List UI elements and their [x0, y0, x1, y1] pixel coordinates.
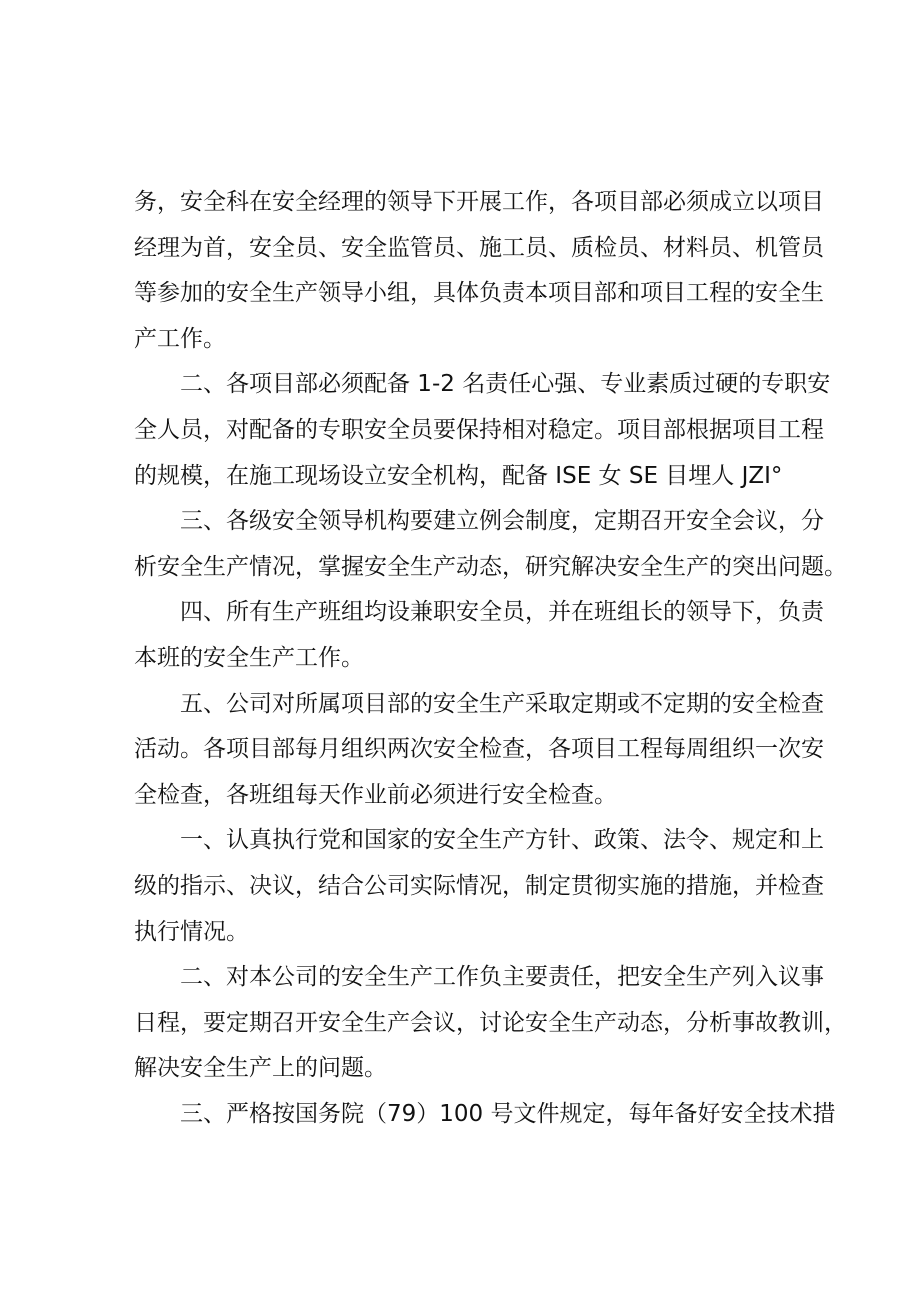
- paragraph-line: 全人员，对配备的专职安全员要保持相对稳定。项目部根据项目工程: [134, 416, 824, 443]
- paragraph: [134, 590, 824, 681]
- paragraph: [134, 180, 824, 362]
- paragraph-line: 活动。各项目部每月组织两次安全检查，各项目工程每周组织一次安: [134, 736, 824, 763]
- paragraph-line: 务，安全科在安全经理的领导下开展工作，各项目部必须成立以项目: [134, 189, 824, 215]
- paragraph-line: 等参加的安全生产领导小组，具体负责本项目部和项目工程的安全生: [134, 280, 824, 307]
- paragraph-line: 四、所有生产班组均设兼职安全员，并在班组长的领导下，负责: [180, 599, 824, 626]
- paragraph-line: 的规模，在施工现场设立安全机构，配备 ISE 女 SE 目埋人 JZI°: [134, 462, 783, 489]
- paragraph-line: 析安全生产情况，掌握安全生产动态，研究解决安全生产的突出问题。: [134, 553, 847, 580]
- paragraph-line: 全检查，各班组每天作业前必须进行安全检查。: [134, 781, 617, 808]
- document-body: [134, 180, 847, 1137]
- paragraph: [134, 682, 824, 819]
- paragraph-line: 本班的安全生产工作。: [134, 644, 364, 671]
- paragraph-line: 级的指示、决议，结合公司实际情况，制定贯彻实施的措施，并检查: [134, 872, 824, 899]
- paragraph-line: 执行情况。: [134, 918, 249, 945]
- paragraph-line: 解决安全生产上的问题。: [134, 1055, 387, 1082]
- paragraph-line: 经理为首，安全员、安全监管员、施工员、质检员、材料员、机管员: [134, 234, 824, 261]
- paragraph-line: 三、严格按国务院（79）100 号文件规定，每年备好安全技术措: [180, 1100, 836, 1127]
- paragraph-line: 五、公司对所属项目部的安全生产采取定期或不定期的安全检查: [180, 690, 824, 717]
- paragraph: [134, 818, 824, 955]
- paragraph: [134, 1092, 836, 1138]
- paragraph: [134, 955, 847, 1092]
- paragraph-line: 产工作。: [134, 325, 226, 352]
- paragraph-line: 一、认真执行党和国家的安全生产方针、政策、法令、规定和上: [180, 827, 824, 854]
- paragraph-line: 二、对本公司的安全生产工作负主要责任，把安全生产列入议事: [180, 964, 824, 991]
- paragraph: [134, 362, 831, 499]
- paragraph-line: 二、各项目部必须配备 1-2 名责任心强、专业素质过硬的专职安: [180, 371, 831, 398]
- paragraph-line: 三、各级安全领导机构要建立例会制度，定期召开安全会议，分: [180, 508, 824, 535]
- paragraph: [134, 499, 847, 590]
- paragraph-line: 日程，要定期召开安全生产会议，讨论安全生产动态，分析事故教训，: [134, 1009, 847, 1036]
